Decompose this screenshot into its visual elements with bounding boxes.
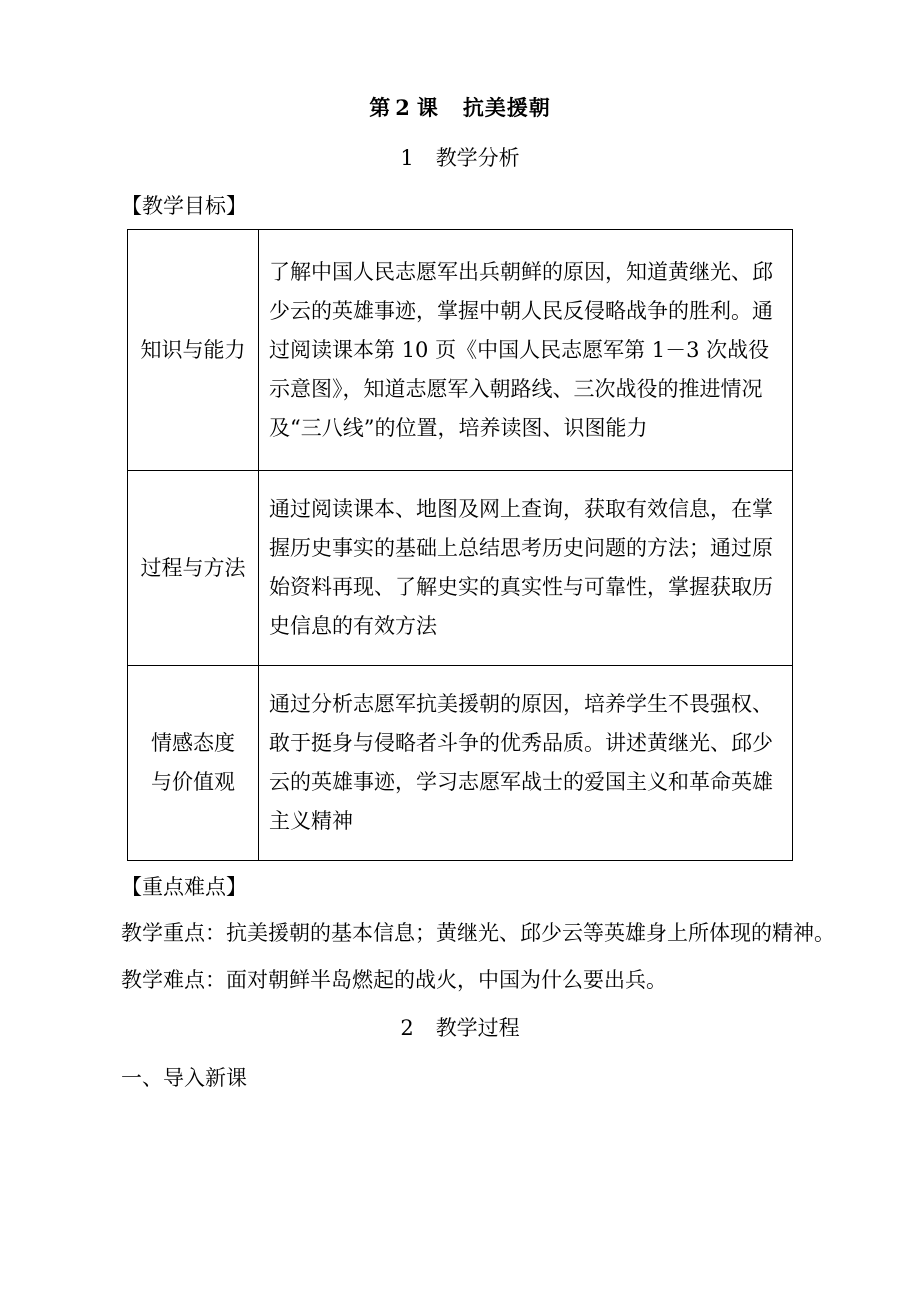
title-prefix: 第: [369, 95, 392, 120]
section-number: 2: [400, 1016, 414, 1040]
section-label: 教学分析: [435, 146, 520, 170]
section-heading-process: [0, 1012, 920, 1044]
objectives-heading: 【教学目标】: [121, 194, 247, 218]
objective-label: 情感态度 与价值观: [128, 666, 259, 861]
difficult-point-text: 教学难点：面对朝鲜半岛燃起的战火，中国为什么要出兵。: [121, 968, 667, 992]
objective-label: 知识与能力: [128, 230, 259, 471]
objective-content: 通过分析志愿军抗美援朝的原因，培养学生不畏强权、敢于挺身与侵略者斗争的优秀品质。讲述黄继光、邱少云的英雄事迹，学习志愿军战士的爱国主义和革命英雄主义精神: [259, 666, 793, 861]
lesson-title: [0, 92, 920, 124]
table-row: [128, 230, 793, 471]
title-suffix: 课: [416, 95, 439, 120]
table-row: [128, 666, 793, 861]
section-label: 教学过程: [435, 1016, 520, 1040]
section-heading-analysis: [0, 142, 920, 174]
title-number: 2: [395, 95, 411, 120]
key-point-text: 教学重点：抗美援朝的基本信息；黄继光、邱少云等英雄身上所体现的精神。: [121, 921, 835, 945]
keypoints-heading: 【重点难点】: [121, 875, 247, 899]
objectives-table: [127, 229, 793, 861]
subsection-heading: 一、导入新课: [121, 1066, 247, 1090]
objective-content: 通过阅读课本、地图及网上查询，获取有效信息，在掌握历史事实的基础上总结思考历史问题的方法；通过原始资料再现、了解史实的真实性与可靠性，掌握获取历史信息的有效方法: [259, 471, 793, 666]
table-row: [128, 471, 793, 666]
objective-content: 了解中国人民志愿军出兵朝鲜的原因，知道黄继光、邱少云的英雄事迹，掌握中朝人民反侵略战争的胜利。通过阅读课本第 10 页《中国人民志愿军第 1－3 次战役示意图》，知道志愿军入朝路线、三次战役的推进情况及“三八线”的位置，培养读图、识图能力: [259, 230, 793, 471]
title-name: 抗美援朝: [462, 95, 551, 120]
section-number: 1: [400, 146, 414, 170]
objective-label: 过程与方法: [128, 471, 259, 666]
